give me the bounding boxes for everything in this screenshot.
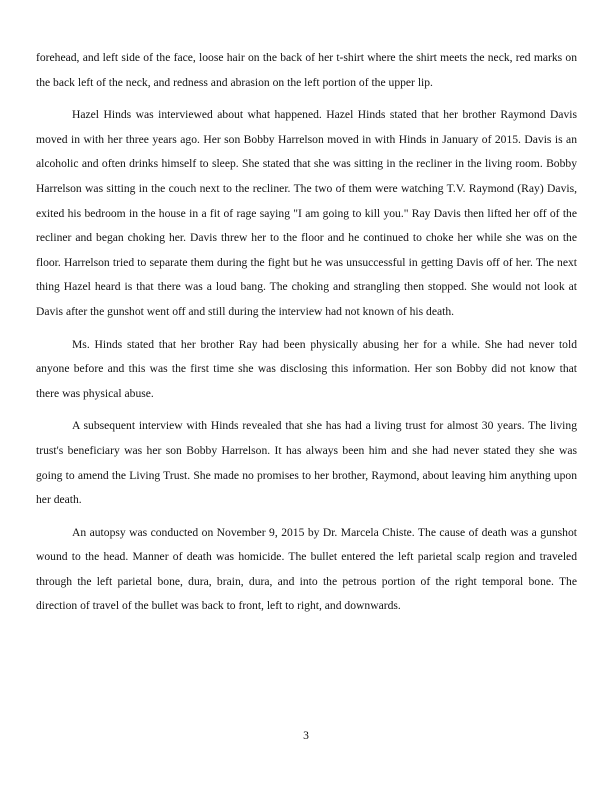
page-number: 3 [303, 729, 309, 742]
paragraph-living-trust: A subsequent interview with Hinds revealed that she has had a living trust for almost 30 years. The living trust's beneficiary was her son Bobby Harrelson. It has always been him and she had never stated they she was going to amend the Living Trust. She made no promises to her brother, Raymond, about leaving him anything upon her death. [36, 419, 577, 507]
document-body [36, 46, 577, 627]
paragraph-hinds-interview: Hazel Hinds was interviewed about what happened. Hazel Hinds stated that her brother Raymond Davis moved in with her three years ago. Her son Bobby Harrelson moved in with Hinds in January of 2015. Davis is an alcoholic and often drinks himself to sleep. She stated that she was sitting in the recliner in the living room. Bobby Harrelson was sitting in the couch next to the recliner. The two of them were watching T.V. Raymond (Ray) Davis, exited his bedroom in the house in a fit of rage saying "I am going to kill you." Ray Davis then lifted her off of the recliner and began choking her. Davis threw her to the floor and he continued to choke her while she was on the floor. Harrelson tried to separate them during the fight but he was unsuccessful in getting Davis off of her. The next thing Hazel heard is that there was a loud bang. The choking and strangling then stopped. She would not look at Davis after the gunshot went off and still during the interview had not known of his death. [36, 108, 577, 318]
paragraph-continuation: forehead, and left side of the face, loose hair on the back of her t-shirt where the shirt meets the neck, red marks on the back left of the neck, and redness and abrasion on the left portion of the upper lip. [36, 51, 577, 89]
paragraph-autopsy: An autopsy was conducted on November 9, 2015 by Dr. Marcela Chiste. The cause of death was a gunshot wound to the head. Manner of death was homicide. The bullet entered the left parietal scalp region and traveled through the left parietal bone, dura, brain, dura, and into the petrous portion of the right temporal bone. The direction of travel of the bullet was back to front, left to right, and downwards. [36, 525, 577, 613]
paragraph-physical-abuse: Ms. Hinds stated that her brother Ray had been physically abusing her for a while. She had never told anyone before and this was the first time she was disclosing this information. Her son Bobby did not know that there was physical abuse. [36, 337, 577, 400]
